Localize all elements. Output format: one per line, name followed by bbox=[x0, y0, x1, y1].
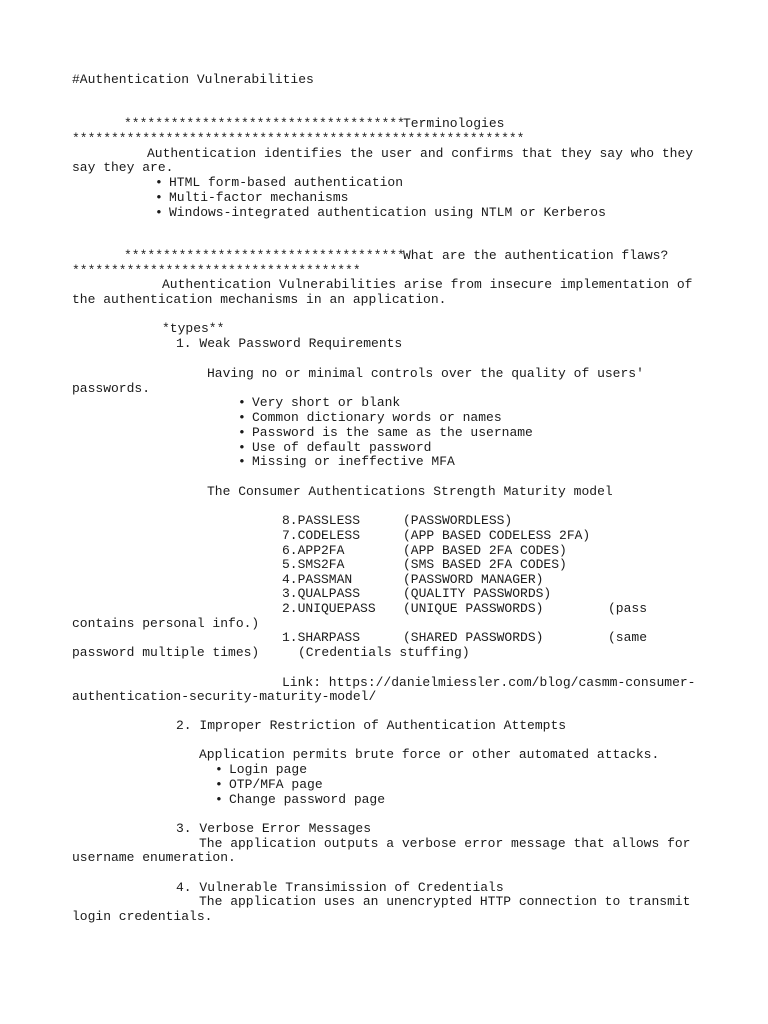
casmm-level-extra: (Credentials stuffing) bbox=[298, 645, 470, 660]
weak-password-desc-line-1: Having no or minimal controls over the quality of users' bbox=[207, 366, 644, 381]
flaws-stars-line: ************************************* bbox=[72, 263, 361, 278]
transmission-desc-line-2: login credentials. bbox=[72, 909, 213, 924]
weak-password-heading: 1. Weak Password Requirements bbox=[176, 336, 403, 351]
verbose-desc-line-2: username enumeration. bbox=[72, 850, 236, 865]
casmm-level-desc: (QUALITY PASSWORDS) bbox=[403, 586, 552, 601]
terminologies-intro-line-2: say they are. bbox=[72, 160, 174, 175]
casmm-level-desc: (PASSWORD MANAGER) bbox=[403, 572, 544, 587]
verbose-desc-line-1: The application outputs a verbose error message that allows for bbox=[199, 836, 691, 851]
flaws-stars-left: ************************************ bbox=[124, 248, 405, 263]
casmm-level-code: 2.UNIQUEPASS bbox=[282, 601, 376, 616]
casmm-link-line-2[interactable]: authentication-security-maturity-model/ bbox=[72, 689, 377, 704]
casmm-level-desc: (APP BASED CODELESS 2FA) bbox=[403, 528, 591, 543]
casmm-level-code: 1.SHARPASS bbox=[282, 630, 361, 645]
casmm-level-desc: (APP BASED 2FA CODES) bbox=[403, 543, 567, 558]
list-item: • HTML form-based authentication bbox=[169, 175, 403, 190]
list-item: • Login page bbox=[229, 762, 307, 777]
casmm-level-code: 5.SMS2FA bbox=[282, 557, 345, 572]
restriction-heading: 2. Improper Restriction of Authentication Attempts bbox=[176, 718, 567, 733]
document-title: #Authentication Vulnerabilities bbox=[72, 72, 314, 87]
casmm-level-code: 8.PASSLESS bbox=[282, 513, 361, 528]
terminologies-stars-left: ************************************ bbox=[124, 116, 405, 131]
weak-password-desc-line-2: passwords. bbox=[72, 381, 151, 396]
list-item: • Very short or blank bbox=[252, 395, 400, 410]
terminologies-intro-line-1: Authentication identifies the user and confirms that they say who they bbox=[147, 146, 694, 161]
casmm-level-desc: (UNIQUE PASSWORDS) bbox=[403, 601, 544, 616]
list-item: • Common dictionary words or names bbox=[252, 410, 502, 425]
terminologies-heading: Terminologies bbox=[403, 116, 505, 131]
flaws-intro-line-2: the authentication mechanisms in an application. bbox=[72, 292, 447, 307]
transmission-heading: 4. Vulnerable Transimission of Credentials bbox=[176, 880, 504, 895]
list-item: • Change password page bbox=[229, 792, 385, 807]
restriction-desc: Application permits brute force or other automated attacks. bbox=[199, 747, 660, 762]
casmm-link-line-1[interactable]: Link: https://danielmiessler.com/blog/casmm-consumer- bbox=[282, 675, 696, 690]
list-item: • Windows-integrated authentication using NTLM or Kerberos bbox=[169, 205, 606, 220]
list-item: • Missing or ineffective MFA bbox=[252, 454, 455, 469]
terminologies-stars-line: ********************************************************** bbox=[72, 131, 525, 146]
casmm-level-note: (same bbox=[608, 630, 648, 645]
list-item: • Multi-factor mechanisms bbox=[169, 190, 348, 205]
casmm-level-desc: (PASSWORDLESS) bbox=[403, 513, 513, 528]
casmm-level-code: 4.PASSMAN bbox=[282, 572, 353, 587]
casmm-level-desc: (SMS BASED 2FA CODES) bbox=[403, 557, 567, 572]
types-label: *types** bbox=[162, 321, 225, 336]
list-item: • OTP/MFA page bbox=[229, 777, 323, 792]
casmm-level-desc: (SHARED PASSWORDS) bbox=[403, 630, 544, 645]
verbose-heading: 3. Verbose Error Messages bbox=[176, 821, 372, 836]
casmm-level-note: (pass bbox=[608, 601, 648, 616]
transmission-desc-line-1: The application uses an unencrypted HTTP connection to transmit bbox=[199, 894, 691, 909]
list-item: • Use of default password bbox=[252, 440, 431, 455]
casmm-level-note-wrap: password multiple times) bbox=[72, 645, 260, 660]
casmm-heading: The Consumer Authentications Strength Maturity model bbox=[207, 484, 613, 499]
flaws-intro-line-1: Authentication Vulnerabilities arise from insecure implementation of bbox=[162, 277, 693, 292]
casmm-level-code: 3.QUALPASS bbox=[282, 586, 361, 601]
flaws-heading: What are the authentication flaws? bbox=[403, 248, 669, 263]
casmm-level-code: 6.APP2FA bbox=[282, 543, 345, 558]
casmm-level-note-wrap: contains personal info.) bbox=[72, 616, 260, 631]
casmm-level-code: 7.CODELESS bbox=[282, 528, 361, 543]
list-item: • Password is the same as the username bbox=[252, 425, 533, 440]
